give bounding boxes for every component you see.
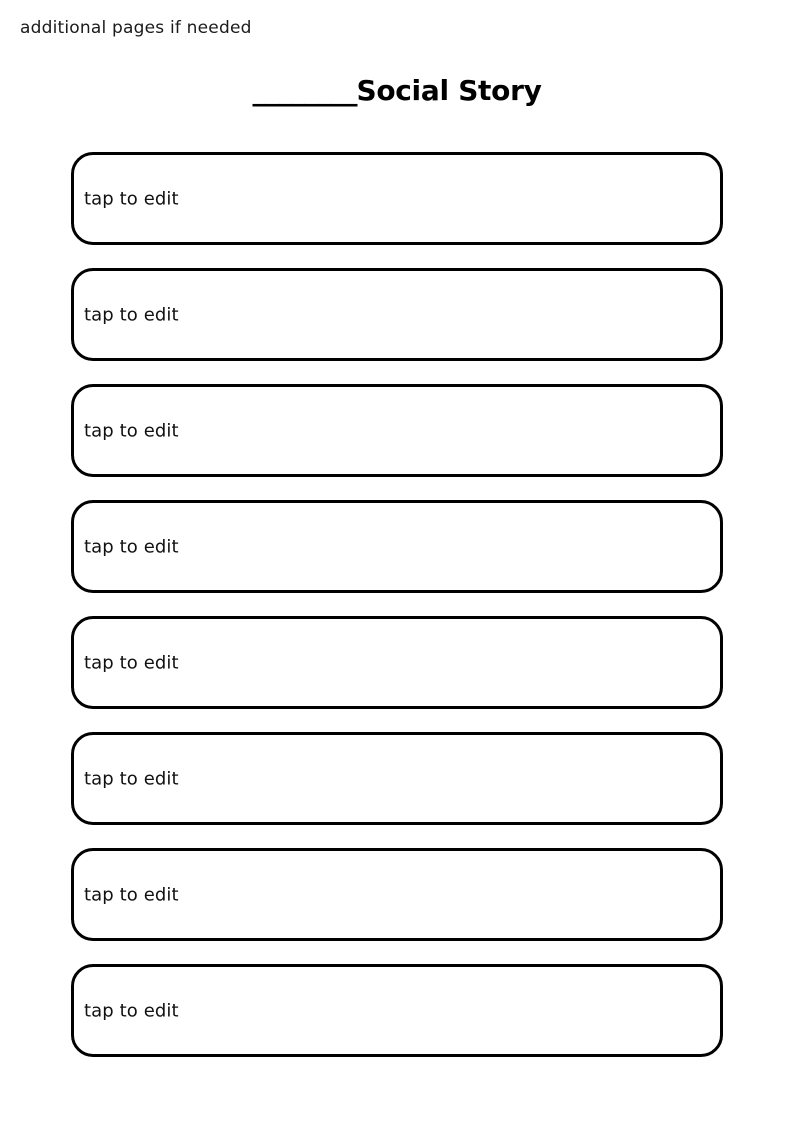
editable-field-7[interactable] — [71, 848, 723, 941]
editable-field-list — [71, 152, 723, 1057]
field-placeholder: tap to edit — [84, 652, 179, 673]
title-blank-line: ________ — [252, 74, 357, 107]
editable-field-5[interactable] — [71, 616, 723, 709]
field-placeholder: tap to edit — [84, 304, 179, 325]
field-placeholder: tap to edit — [84, 1000, 179, 1021]
editable-field-3[interactable] — [71, 384, 723, 477]
editable-field-2[interactable] — [71, 268, 723, 361]
editable-field-6[interactable] — [71, 732, 723, 825]
field-placeholder: tap to edit — [84, 884, 179, 905]
header-note: additional pages if needed — [20, 18, 252, 38]
field-placeholder: tap to edit — [84, 536, 179, 557]
field-placeholder: tap to edit — [84, 420, 179, 441]
title-label: Social Story — [356, 74, 542, 107]
editable-field-4[interactable] — [71, 500, 723, 593]
field-placeholder: tap to edit — [84, 768, 179, 789]
editable-field-1[interactable] — [71, 152, 723, 245]
field-placeholder: tap to edit — [84, 188, 179, 209]
page-title — [0, 74, 794, 107]
editable-field-8[interactable] — [71, 964, 723, 1057]
